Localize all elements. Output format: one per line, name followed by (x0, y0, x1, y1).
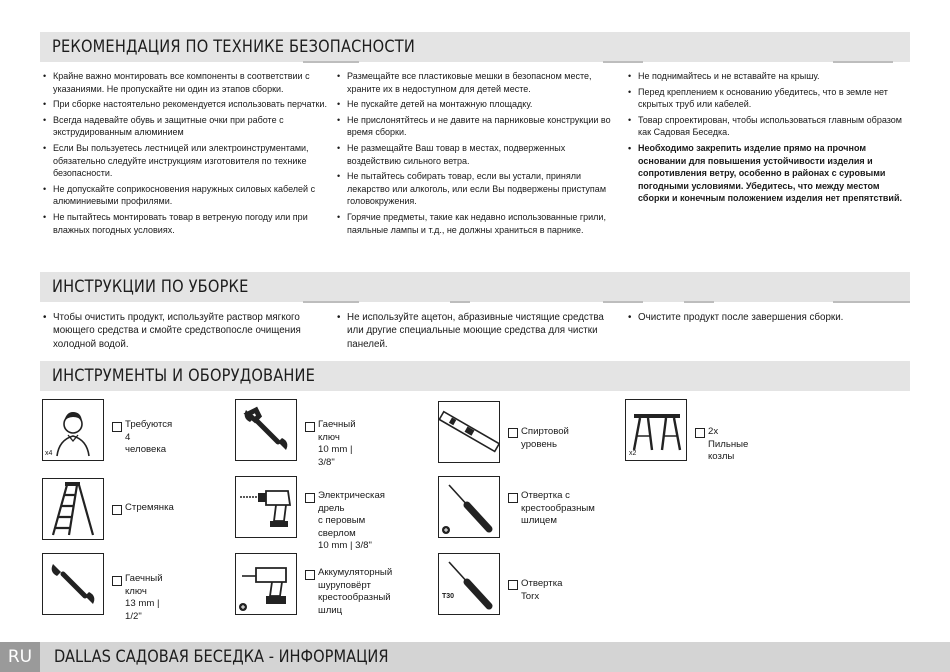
tool-label: Отвертка с крестообразным шлицем (521, 490, 595, 527)
checkbox[interactable] (305, 422, 315, 432)
tool-badge: T30 (442, 593, 455, 600)
list-item: • Не пускайте детей на монтажную площадку. (336, 98, 616, 111)
tool-label: Гаечный ключ 13 mm | 1/2" (125, 573, 163, 622)
checkbox[interactable] (112, 505, 122, 515)
tool-label: Спиртовой уровень (521, 426, 569, 450)
list-item: • Не используйте ацетон, абразивные чистящие средства или другие специальные моющие средства для чистки панелей. (336, 311, 616, 351)
checkbox[interactable] (305, 570, 315, 580)
tool-badge: x4 (45, 450, 53, 457)
tool-label: Требуются 4 человека (125, 419, 173, 456)
tool-label: Стремянка (125, 502, 174, 513)
safety-title: РЕКОМЕНДАЦИЯ ПО ТЕХНИКЕ БЕЗОПАСНОСТИ (52, 37, 415, 57)
list-item: • Всегда надевайте обувь и защитные очки при работе с экструдированным алюминием (42, 114, 329, 139)
cleaning-col-2 (336, 311, 616, 354)
tool-label: Аккумуляторный шуруповёрт крестообразный шлиц (318, 567, 393, 616)
checkbox[interactable] (508, 493, 518, 503)
tool-label: Электрическая дрель с перовым сверлом 10 mm | 3/8" (318, 490, 385, 552)
tool-label: Гаечный ключ 10 mm | 3/8" (318, 419, 356, 468)
list-item: • Горячие предметы, такие как недавно использованные грили, паяльные лампы и т.д., не должны храниться в парнике. (336, 211, 616, 236)
tool-badge: x2 (629, 450, 637, 457)
list-item: • Не прислонятйтесь и не давите на парниковые конструкции во время сборки. (336, 114, 616, 139)
list-item: • Крайне важно монтировать все компоненты в соответствии с указаниями. Не пропускайте ни один из этапов сборки. (42, 70, 329, 95)
list-item: • Если Вы пользуетесь лестницей или электроинструментами, обязательно следуйте инструкциям изготовителя по технике безопасности. (42, 142, 329, 180)
checkbox[interactable] (695, 428, 705, 438)
tools-header (40, 361, 910, 391)
tools-title: ИНСТРУМЕНТЫ И ОБОРУДОВАНИЕ (52, 366, 316, 386)
cleaning-header (40, 272, 910, 302)
phillips-screwdriver-icon (438, 476, 500, 538)
list-item: • При сборке настоятельно рекомендуется использовать перчатки. (42, 98, 329, 111)
spirit-level-icon (438, 401, 500, 463)
checkbox[interactable] (508, 428, 518, 438)
electric-drill-icon (235, 476, 297, 538)
torx-screwdriver-icon (438, 553, 500, 615)
checkbox[interactable] (112, 576, 122, 586)
cleaning-title: ИНСТРУКЦИИ ПО УБОРКЕ (52, 277, 249, 297)
tool-label: 2x Пильные козлы (708, 426, 749, 463)
list-item: • Очистите продукт после завершения сборки. (627, 311, 912, 324)
checkbox[interactable] (305, 493, 315, 503)
safety-col-3 (627, 70, 912, 208)
language-badge: RU (0, 642, 40, 672)
safety-col-2 (336, 70, 616, 239)
cleaning-col-1 (42, 311, 327, 354)
list-item-bold: • Необходимо закрепить изделие прямо на прочном основании для повышения устойчивости изделия и сопротивления ветру, особенно в районах с суровыми погодными условиями. Убедитесь, что между местом сборки и конечным положением изделия нет препятствий. (627, 142, 912, 205)
list-item: • Товар спроектирован, чтобы использоваться главным образом как Садовая Беседка. (627, 114, 912, 139)
list-item: • Размещайте все пластиковые мешки в безопасном месте, храните их в недоступном для детей месте. (336, 70, 616, 95)
stepladder-icon (42, 478, 104, 540)
list-item: • Перед креплением к основанию убедитесь, что в земле нет скрытых труб или кабелей. (627, 86, 912, 111)
list-item: • Чтобы очистить продукт, используйте раствор мягкого моющего средства и смойте средствопосле очищения холодной водой. (42, 311, 327, 351)
cleaning-col-3 (627, 311, 912, 327)
wrench-icon (42, 553, 104, 615)
list-item: • Не поднимайтесь и не вставайте на крышу. (627, 70, 912, 83)
checkbox[interactable] (508, 580, 518, 590)
list-item: • Не размещайте Ваш товар в местах, подверженных воздействию сильного ветра. (336, 142, 616, 167)
footer-title: DALLAS САДОВАЯ БЕСЕДКА - ИНФОРМАЦИЯ (54, 647, 389, 667)
cordless-screwdriver-icon (235, 553, 297, 615)
safety-header (40, 32, 910, 62)
list-item: • Не пытайтесь монтировать товар в ветреную погоду или при влажных погодных условиях. (42, 211, 329, 236)
list-item: • Не допускайте соприкосновения наружных силовых кабелей с алюминиевыми профилями. (42, 183, 329, 208)
list-item: • Не пытайтесь собирать товар, если вы устали, приняли лекарство или алкоголь, или если Вы подвержены приступам головокружения. (336, 170, 616, 208)
tool-label: Отвертка Torx (521, 578, 563, 602)
wrench-icon (235, 399, 297, 461)
safety-col-1 (42, 70, 329, 239)
footer (0, 642, 950, 672)
checkbox[interactable] (112, 422, 122, 432)
